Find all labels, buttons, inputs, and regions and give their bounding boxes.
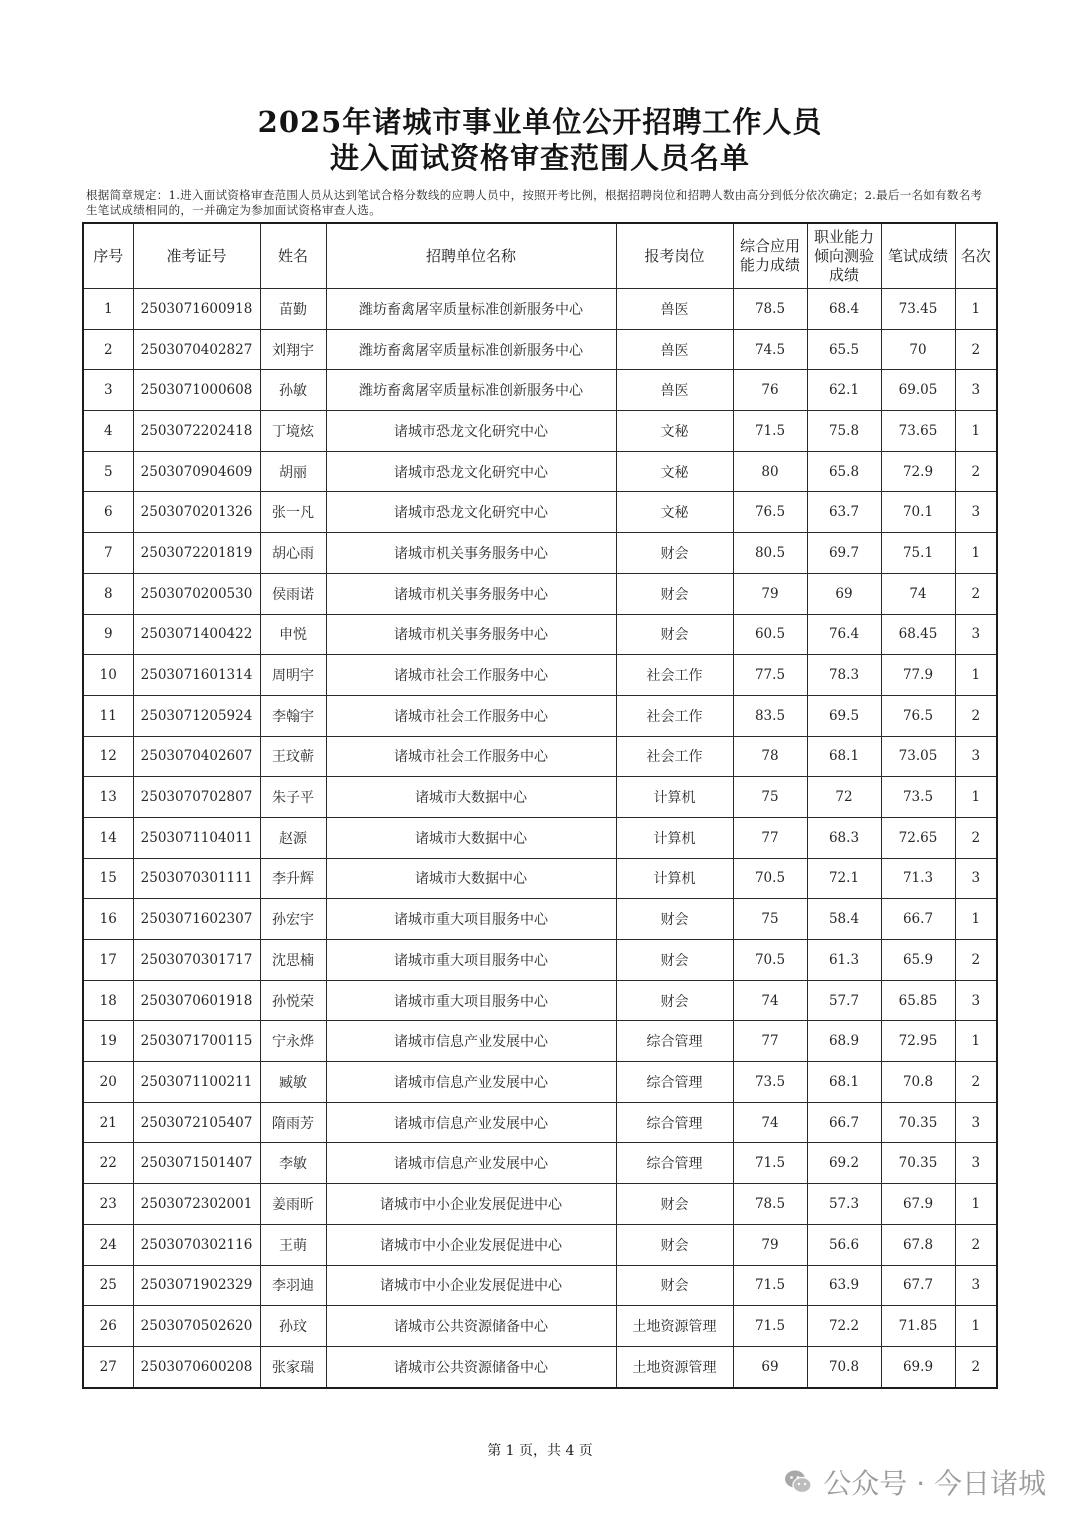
cell-employer: 诸城市大数据中心: [326, 817, 616, 858]
cell-written-score: 75.1: [881, 533, 955, 574]
cell-name: 孙敏: [260, 370, 326, 411]
cell-applied-score: 70.5: [733, 940, 807, 981]
cell-index: 25: [83, 1265, 133, 1306]
cell-rank: 3: [955, 370, 997, 411]
cell-index: 19: [83, 1021, 133, 1062]
table-row: [83, 451, 997, 492]
cell-employer: 诸城市恐龙文化研究中心: [326, 451, 616, 492]
table-row: [83, 899, 997, 940]
cell-index: 14: [83, 817, 133, 858]
cell-name: 李升辉: [260, 858, 326, 899]
cell-rank: 3: [955, 980, 997, 1021]
cell-aptitude-score: 56.6: [807, 1224, 881, 1265]
cell-employer: 诸城市信息产业发展中心: [326, 1102, 616, 1143]
cell-written-score: 70.35: [881, 1102, 955, 1143]
cell-applied-score: 69: [733, 1346, 807, 1387]
table-row: [83, 1102, 997, 1143]
cell-ticket-number: 2503072302001: [133, 1184, 260, 1225]
cell-rank: 3: [955, 614, 997, 655]
cell-applied-score: 78.5: [733, 1184, 807, 1225]
cell-position: 综合管理: [616, 1021, 733, 1062]
cell-index: 10: [83, 655, 133, 696]
table-row: [83, 533, 997, 574]
rules-note: 根据简章规定：1.进入面试资格审查范围人员从达到笔试合格分数线的应聘人员中，按照开考比例，根据招聘岗位和招聘人数由高分到低分依次确定；2.最后一名如有数名考生笔试成绩相同的，一并确定为参加面试资格审查人选。: [86, 188, 983, 217]
cell-name: 张家瑞: [260, 1346, 326, 1387]
cell-aptitude-score: 72.2: [807, 1306, 881, 1347]
cell-index: 18: [83, 980, 133, 1021]
cell-rank: 1: [955, 533, 997, 574]
cell-name: 孙悦荣: [260, 980, 326, 1021]
cell-aptitude-score: 68.4: [807, 289, 881, 330]
cell-aptitude-score: 72: [807, 777, 881, 818]
cell-ticket-number: 2503071902329: [133, 1265, 260, 1306]
cell-employer: 诸城市信息产业发展中心: [326, 1021, 616, 1062]
cell-written-score: 73.45: [881, 289, 955, 330]
cell-name: 侯雨诺: [260, 573, 326, 614]
cell-index: 15: [83, 858, 133, 899]
cell-name: 王玟蕲: [260, 736, 326, 777]
cell-aptitude-score: 62.1: [807, 370, 881, 411]
header-index: 序号: [83, 223, 133, 289]
cell-index: 24: [83, 1224, 133, 1265]
cell-ticket-number: 2503071100211: [133, 1062, 260, 1103]
cell-applied-score: 71.5: [733, 1265, 807, 1306]
cell-applied-score: 71.5: [733, 1143, 807, 1184]
cell-ticket-number: 2503070402607: [133, 736, 260, 777]
cell-name: 臧敏: [260, 1062, 326, 1103]
table-row: [83, 655, 997, 696]
cell-aptitude-score: 69.2: [807, 1143, 881, 1184]
cell-name: 苗勤: [260, 289, 326, 330]
cell-rank: 3: [955, 1102, 997, 1143]
cell-index: 23: [83, 1184, 133, 1225]
cell-index: 5: [83, 451, 133, 492]
table-row: [83, 1346, 997, 1387]
cell-ticket-number: 2503072201819: [133, 533, 260, 574]
cell-aptitude-score: 66.7: [807, 1102, 881, 1143]
cell-written-score: 67.7: [881, 1265, 955, 1306]
cell-ticket-number: 2503070402827: [133, 329, 260, 370]
cell-ticket-number: 2503071601314: [133, 655, 260, 696]
table-row: [83, 411, 997, 452]
cell-rank: 1: [955, 655, 997, 696]
cell-name: 刘翔宇: [260, 329, 326, 370]
cell-ticket-number: 2503070702807: [133, 777, 260, 818]
header-written-score: 笔试成绩: [881, 223, 955, 289]
table-row: [83, 1143, 997, 1184]
cell-position: 综合管理: [616, 1102, 733, 1143]
cell-written-score: 67.9: [881, 1184, 955, 1225]
cell-name: 宁永烨: [260, 1021, 326, 1062]
cell-name: 沈思楠: [260, 940, 326, 981]
cell-position: 综合管理: [616, 1062, 733, 1103]
watermark-text: 公众号 · 今日诸城: [823, 1467, 1046, 1500]
cell-written-score: 73.5: [881, 777, 955, 818]
cell-index: 1: [83, 289, 133, 330]
cell-applied-score: 77.5: [733, 655, 807, 696]
table-row: [83, 329, 997, 370]
cell-applied-score: 73.5: [733, 1062, 807, 1103]
cell-applied-score: 80.5: [733, 533, 807, 574]
cell-position: 财会: [616, 533, 733, 574]
cell-written-score: 76.5: [881, 695, 955, 736]
cell-employer: 诸城市中小企业发展促进中心: [326, 1265, 616, 1306]
cell-aptitude-score: 58.4: [807, 899, 881, 940]
cell-written-score: 65.85: [881, 980, 955, 1021]
cell-rank: 1: [955, 1021, 997, 1062]
cell-rank: 1: [955, 289, 997, 330]
cell-written-score: 74: [881, 573, 955, 614]
header-employer: 招聘单位名称: [326, 223, 616, 289]
cell-rank: 1: [955, 777, 997, 818]
cell-position: 财会: [616, 1265, 733, 1306]
cell-employer: 诸城市公共资源储备中心: [326, 1346, 616, 1387]
cell-written-score: 65.9: [881, 940, 955, 981]
cell-rank: 3: [955, 736, 997, 777]
cell-ticket-number: 2503070302116: [133, 1224, 260, 1265]
cell-aptitude-score: 70.8: [807, 1346, 881, 1387]
cell-applied-score: 79: [733, 573, 807, 614]
cell-ticket-number: 2503070301111: [133, 858, 260, 899]
cell-name: 李翰宇: [260, 695, 326, 736]
header-name: 姓名: [260, 223, 326, 289]
cell-applied-score: 75: [733, 777, 807, 818]
cell-employer: 诸城市机关事务服务中心: [326, 533, 616, 574]
header-ticket-number: 准考证号: [133, 223, 260, 289]
cell-position: 计算机: [616, 777, 733, 818]
cell-written-score: 70.35: [881, 1143, 955, 1184]
table-row: [83, 858, 997, 899]
cell-ticket-number: 2503070904609: [133, 451, 260, 492]
cell-rank: 3: [955, 858, 997, 899]
table-row: [83, 940, 997, 981]
cell-index: 22: [83, 1143, 133, 1184]
cell-aptitude-score: 72.1: [807, 858, 881, 899]
cell-employer: 诸城市中小企业发展促进中心: [326, 1224, 616, 1265]
cell-written-score: 77.9: [881, 655, 955, 696]
cell-position: 土地资源管理: [616, 1306, 733, 1347]
cell-index: 8: [83, 573, 133, 614]
cell-aptitude-score: 63.9: [807, 1265, 881, 1306]
table-row: [83, 370, 997, 411]
cell-name: 丁境炫: [260, 411, 326, 452]
header-aptitude-score: 职业能力倾向测验成绩: [807, 223, 881, 289]
cell-aptitude-score: 69: [807, 573, 881, 614]
cell-written-score: 70: [881, 329, 955, 370]
cell-name: 朱子平: [260, 777, 326, 818]
cell-employer: 诸城市信息产业发展中心: [326, 1062, 616, 1103]
page-footer: 第 1 页，共 4 页: [487, 1443, 593, 1459]
cell-name: 李羽迪: [260, 1265, 326, 1306]
candidate-table: [82, 222, 998, 1389]
cell-aptitude-score: 69.7: [807, 533, 881, 574]
table-row: [83, 614, 997, 655]
cell-applied-score: 74: [733, 980, 807, 1021]
cell-employer: 诸城市重大项目服务中心: [326, 980, 616, 1021]
cell-name: 隋雨芳: [260, 1102, 326, 1143]
cell-written-score: 68.45: [881, 614, 955, 655]
cell-position: 兽医: [616, 370, 733, 411]
cell-ticket-number: 2503070502620: [133, 1306, 260, 1347]
cell-written-score: 71.85: [881, 1306, 955, 1347]
cell-position: 综合管理: [616, 1143, 733, 1184]
cell-written-score: 73.65: [881, 411, 955, 452]
cell-index: 16: [83, 899, 133, 940]
cell-position: 社会工作: [616, 655, 733, 696]
cell-index: 21: [83, 1102, 133, 1143]
cell-employer: 诸城市大数据中心: [326, 858, 616, 899]
cell-rank: 2: [955, 940, 997, 981]
cell-written-score: 69.05: [881, 370, 955, 411]
cell-rank: 1: [955, 411, 997, 452]
cell-position: 文秘: [616, 451, 733, 492]
cell-name: 张一凡: [260, 492, 326, 533]
cell-position: 财会: [616, 1224, 733, 1265]
cell-position: 财会: [616, 940, 733, 981]
cell-position: 财会: [616, 1184, 733, 1225]
cell-employer: 诸城市恐龙文化研究中心: [326, 411, 616, 452]
cell-employer: 诸城市社会工作服务中心: [326, 695, 616, 736]
cell-ticket-number: 2503071602307: [133, 899, 260, 940]
cell-aptitude-score: 57.3: [807, 1184, 881, 1225]
cell-employer: 诸城市机关事务服务中心: [326, 614, 616, 655]
table-header-row: [83, 223, 997, 289]
cell-name: 王萌: [260, 1224, 326, 1265]
cell-aptitude-score: 63.7: [807, 492, 881, 533]
table-row: [83, 695, 997, 736]
cell-position: 文秘: [616, 411, 733, 452]
table-row: [83, 1265, 997, 1306]
cell-ticket-number: 2503072105407: [133, 1102, 260, 1143]
cell-position: 社会工作: [616, 695, 733, 736]
cell-applied-score: 74.5: [733, 329, 807, 370]
cell-written-score: 70.8: [881, 1062, 955, 1103]
cell-written-score: 70.1: [881, 492, 955, 533]
table-row: [83, 1021, 997, 1062]
cell-written-score: 72.65: [881, 817, 955, 858]
cell-ticket-number: 2503071700115: [133, 1021, 260, 1062]
cell-aptitude-score: 76.4: [807, 614, 881, 655]
cell-applied-score: 83.5: [733, 695, 807, 736]
cell-applied-score: 75: [733, 899, 807, 940]
table-row: [83, 492, 997, 533]
cell-index: 2: [83, 329, 133, 370]
cell-applied-score: 76.5: [733, 492, 807, 533]
table-row: [83, 777, 997, 818]
cell-applied-score: 78.5: [733, 289, 807, 330]
cell-employer: 诸城市公共资源储备中心: [326, 1306, 616, 1347]
cell-index: 4: [83, 411, 133, 452]
cell-employer: 诸城市重大项目服务中心: [326, 899, 616, 940]
cell-rank: 2: [955, 573, 997, 614]
cell-rank: 2: [955, 817, 997, 858]
cell-ticket-number: 2503071501407: [133, 1143, 260, 1184]
cell-name: 申悦: [260, 614, 326, 655]
cell-applied-score: 78: [733, 736, 807, 777]
cell-index: 9: [83, 614, 133, 655]
cell-ticket-number: 2503070301717: [133, 940, 260, 981]
cell-written-score: 67.8: [881, 1224, 955, 1265]
cell-rank: 2: [955, 1062, 997, 1103]
cell-name: 胡丽: [260, 451, 326, 492]
cell-ticket-number: 2503071205924: [133, 695, 260, 736]
cell-position: 兽医: [616, 329, 733, 370]
cell-position: 财会: [616, 614, 733, 655]
cell-name: 孙宏宇: [260, 899, 326, 940]
table-row: [83, 1062, 997, 1103]
cell-employer: 诸城市社会工作服务中心: [326, 655, 616, 696]
cell-rank: 3: [955, 1265, 997, 1306]
cell-index: 3: [83, 370, 133, 411]
cell-index: 20: [83, 1062, 133, 1103]
cell-written-score: 66.7: [881, 899, 955, 940]
cell-ticket-number: 2503070201326: [133, 492, 260, 533]
cell-rank: 2: [955, 695, 997, 736]
cell-written-score: 72.95: [881, 1021, 955, 1062]
cell-ticket-number: 2503071400422: [133, 614, 260, 655]
cell-applied-score: 80: [733, 451, 807, 492]
cell-position: 社会工作: [616, 736, 733, 777]
cell-rank: 1: [955, 899, 997, 940]
cell-index: 12: [83, 736, 133, 777]
header-position: 报考岗位: [616, 223, 733, 289]
cell-employer: 诸城市重大项目服务中心: [326, 940, 616, 981]
cell-rank: 2: [955, 451, 997, 492]
cell-name: 李敏: [260, 1143, 326, 1184]
cell-employer: 诸城市大数据中心: [326, 777, 616, 818]
header-rank: 名次: [955, 223, 997, 289]
cell-employer: 潍坊畜禽屠宰质量标准创新服务中心: [326, 329, 616, 370]
cell-aptitude-score: 75.8: [807, 411, 881, 452]
cell-employer: 诸城市社会工作服务中心: [326, 736, 616, 777]
cell-applied-score: 74: [733, 1102, 807, 1143]
cell-applied-score: 77: [733, 817, 807, 858]
cell-employer: 诸城市中小企业发展促进中心: [326, 1184, 616, 1225]
cell-aptitude-score: 65.5: [807, 329, 881, 370]
cell-index: 17: [83, 940, 133, 981]
table-row: [83, 1184, 997, 1225]
cell-index: 7: [83, 533, 133, 574]
cell-index: 6: [83, 492, 133, 533]
cell-applied-score: 71.5: [733, 411, 807, 452]
cell-applied-score: 79: [733, 1224, 807, 1265]
cell-rank: 3: [955, 1143, 997, 1184]
cell-employer: 诸城市信息产业发展中心: [326, 1143, 616, 1184]
cell-applied-score: 60.5: [733, 614, 807, 655]
table-body: [83, 289, 997, 1388]
cell-aptitude-score: 68.1: [807, 736, 881, 777]
cell-position: 土地资源管理: [616, 1346, 733, 1387]
cell-position: 财会: [616, 573, 733, 614]
table-row: [83, 573, 997, 614]
cell-applied-score: 70.5: [733, 858, 807, 899]
cell-employer: 潍坊畜禽屠宰质量标准创新服务中心: [326, 289, 616, 330]
cell-ticket-number: 2503072202418: [133, 411, 260, 452]
cell-aptitude-score: 65.8: [807, 451, 881, 492]
cell-ticket-number: 2503070200530: [133, 573, 260, 614]
cell-employer: 潍坊畜禽屠宰质量标准创新服务中心: [326, 370, 616, 411]
title-line-2: 进入面试资格审查范围人员名单: [329, 141, 750, 175]
cell-written-score: 71.3: [881, 858, 955, 899]
cell-rank: 2: [955, 1224, 997, 1265]
table-row: [83, 289, 997, 330]
cell-aptitude-score: 78.3: [807, 655, 881, 696]
table-row: [83, 817, 997, 858]
cell-aptitude-score: 68.3: [807, 817, 881, 858]
cell-employer: 诸城市恐龙文化研究中心: [326, 492, 616, 533]
cell-written-score: 69.9: [881, 1346, 955, 1387]
cell-applied-score: 76: [733, 370, 807, 411]
cell-rank: 1: [955, 1306, 997, 1347]
cell-written-score: 72.9: [881, 451, 955, 492]
cell-name: 孙玟: [260, 1306, 326, 1347]
cell-position: 文秘: [616, 492, 733, 533]
cell-ticket-number: 2503071600918: [133, 289, 260, 330]
cell-position: 财会: [616, 899, 733, 940]
cell-ticket-number: 2503070601918: [133, 980, 260, 1021]
cell-aptitude-score: 68.1: [807, 1062, 881, 1103]
cell-aptitude-score: 68.9: [807, 1021, 881, 1062]
cell-index: 13: [83, 777, 133, 818]
title-line-1: 2025年诸城市事业单位公开招聘工作人员: [257, 105, 823, 139]
cell-employer: 诸城市机关事务服务中心: [326, 573, 616, 614]
cell-ticket-number: 2503071000608: [133, 370, 260, 411]
cell-ticket-number: 2503070600208: [133, 1346, 260, 1387]
cell-applied-score: 71.5: [733, 1306, 807, 1347]
cell-rank: 3: [955, 492, 997, 533]
table-row: [83, 736, 997, 777]
document-title: [0, 104, 1080, 176]
table-row: [83, 980, 997, 1021]
cell-ticket-number: 2503071104011: [133, 817, 260, 858]
cell-index: 27: [83, 1346, 133, 1387]
cell-position: 计算机: [616, 817, 733, 858]
cell-name: 姜雨昕: [260, 1184, 326, 1225]
cell-written-score: 73.05: [881, 736, 955, 777]
cell-index: 26: [83, 1306, 133, 1347]
table-row: [83, 1224, 997, 1265]
cell-position: 计算机: [616, 858, 733, 899]
watermark: [783, 1460, 1046, 1504]
cell-rank: 1: [955, 1184, 997, 1225]
table-row: [83, 1306, 997, 1347]
cell-aptitude-score: 69.5: [807, 695, 881, 736]
cell-position: 兽医: [616, 289, 733, 330]
cell-name: 周明宇: [260, 655, 326, 696]
cell-rank: 2: [955, 329, 997, 370]
cell-name: 胡心雨: [260, 533, 326, 574]
cell-applied-score: 77: [733, 1021, 807, 1062]
cell-aptitude-score: 61.3: [807, 940, 881, 981]
header-applied-score: 综合应用能力成绩: [733, 223, 807, 289]
cell-rank: 2: [955, 1346, 997, 1387]
cell-index: 11: [83, 695, 133, 736]
wechat-icon: [783, 1467, 813, 1497]
cell-name: 赵源: [260, 817, 326, 858]
cell-aptitude-score: 57.7: [807, 980, 881, 1021]
cell-position: 财会: [616, 980, 733, 1021]
